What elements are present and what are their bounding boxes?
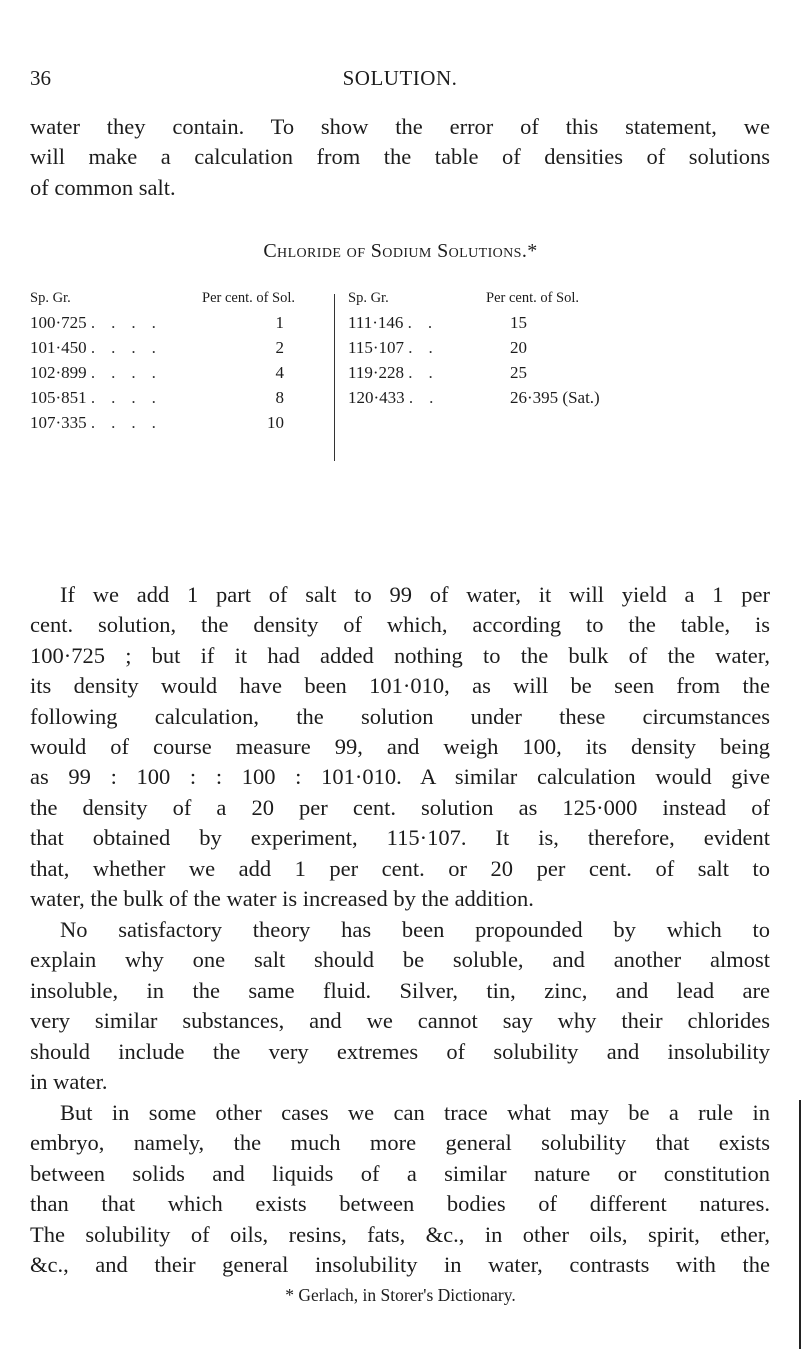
text-line: as 99 : 100 : : 100 : 101·010. A similar calculation would give [30,764,770,790]
text-line: water they contain. To show the error of this statement, we [30,114,770,139]
text-line: than that which exists between bodies of different natures. [30,1191,770,1217]
left-sp-gr-column [30,290,172,435]
right-sp-gr-column [348,290,449,410]
table-cell: 10 [267,413,284,432]
footnote: * Gerlach, in Storer's Dictionary. [285,1285,516,1305]
text-line: should include the very extremes of solubility and insolubility [30,1038,770,1064]
table-cell: 8 [275,388,284,407]
table-cell: 15 [510,313,527,332]
text-line: embryo, namely, the much more general solubility that exists [30,1130,770,1156]
text-line: in water. [30,1069,108,1095]
column-header: Per cent. of Sol. [486,290,580,306]
text-line: If we add 1 part of salt to 99 of water, it will yield a 1 per [60,582,770,607]
column-header: Per cent. of Sol. [202,290,296,306]
table-cell: 107·335 .... [30,413,172,432]
text-line: its density would have been 101·010, as will be seen from the [30,673,770,699]
text-line: But in some other cases we can trace what may be a rule in [60,1100,770,1125]
text-line: No satisfactory theory has been propounded by which to [60,917,770,942]
column-divider [334,294,335,461]
text-line: very similar substances, and we cannot say why their chlorides [30,1008,770,1034]
text-line: water, the bulk of the water is increased by the addition. [30,886,534,912]
paragraph-similar-nature [30,1098,770,1280]
table-cell: 101·450 .... [30,338,172,357]
running-header [30,66,770,96]
text-line: that, whether we add 1 per cent. or 20 per cent. of salt to [30,855,770,881]
text-line: The solubility of oils, resins, fats, &c., in other oils, spirit, ether, [30,1221,770,1247]
table-cell: 105·851 .... [30,388,172,407]
text-line: would of course measure 99, and weigh 100, its density being [30,734,770,760]
table-cell: 25 [510,363,527,382]
density-table [30,290,750,540]
paragraph-solubility-theory [30,915,770,1097]
page-number: 36 [30,66,51,90]
table-cell: 102·899 .... [30,363,172,382]
text-line: cent. solution, the density of which, according to the table, is [30,612,770,638]
text-line: explain why one salt should be soluble, and another almost [30,947,770,973]
text-line: the density of a 20 per cent. solution as 125·000 instead of [30,794,770,820]
paragraph-density-calculation [30,580,770,914]
table-cell: 120·433 .. [348,388,450,407]
table-cell: 1 [275,313,284,332]
text-line: insoluble, in the same fluid. Silver, tin, zinc, and lead are [30,977,770,1003]
left-percent-column [202,290,312,435]
text-line: &c., and their general insolubility in water, contrasts with the [30,1252,770,1278]
text-line: following calculation, the solution under these circumstances [30,703,770,729]
table-caption: Chloride of Sodium Solutions.* [263,240,538,262]
right-percent-column [486,290,750,410]
text-line: 100·725 ; but if it had added nothing to the bulk of the water, [30,642,770,668]
text-line: between solids and liquids of a similar nature or constitution [30,1160,770,1186]
text-line: of common salt. [30,174,176,200]
text-line: will make a calculation from the table of densities of solutions [30,144,770,170]
table-cell: 26·395 (Sat.) [510,388,600,407]
table-cell: 111·146 .. [348,313,449,332]
column-header: Sp. Gr. [30,290,71,306]
table-cell: 2 [275,338,284,357]
table-cell: 20 [510,338,527,357]
running-title: SOLUTION. [342,66,458,90]
table-cell: 115·107 .. [348,338,449,357]
table-cell: 4 [275,363,284,382]
text-line: that obtained by experiment, 115·107. It is, therefore, evident [30,825,770,851]
table-cell: 119·228 .. [348,363,449,382]
table-cell: 100·725 .... [30,313,172,332]
intro-paragraph [30,112,770,203]
column-header: Sp. Gr. [348,290,389,306]
